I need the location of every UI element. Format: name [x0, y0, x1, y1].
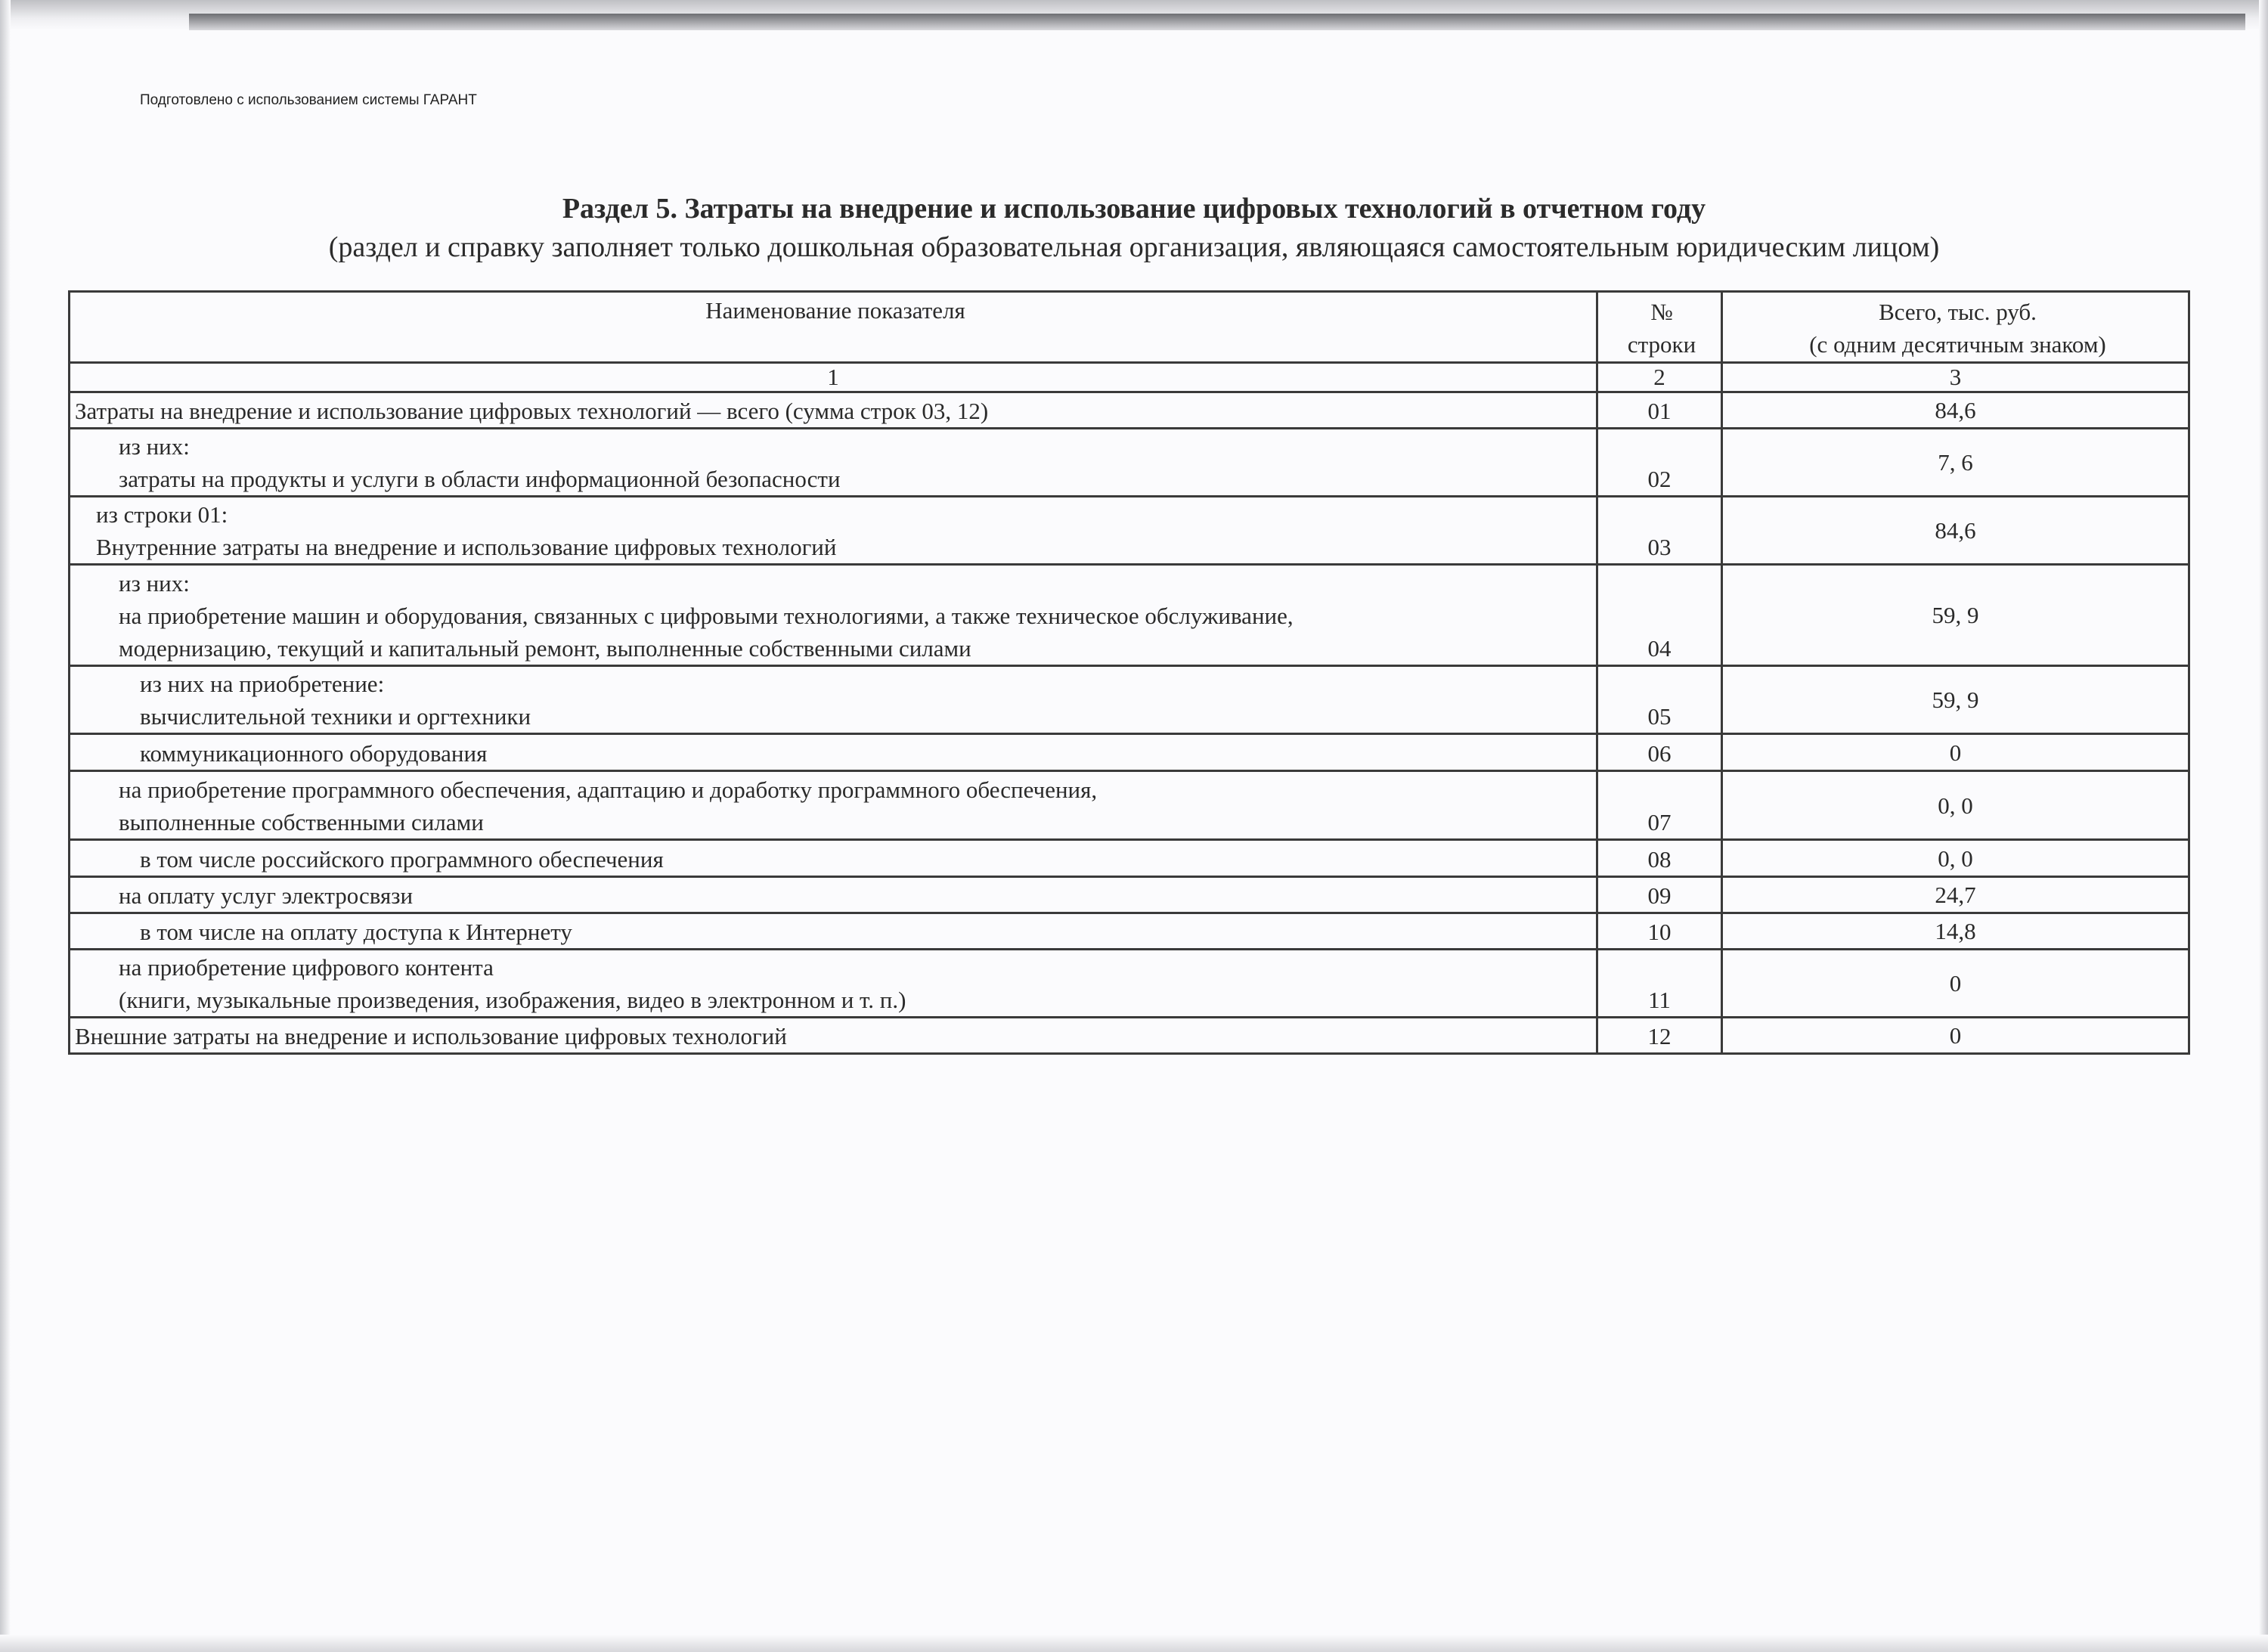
header-name: Наименование показателя — [70, 292, 1597, 363]
row-name-line: коммуникационного оборудования — [140, 740, 488, 767]
column-index-1: 1 — [70, 363, 1597, 392]
row-name-line: Затраты на внедрение и использование цифровых технологий — всего (сумма строк 03, 12) — [75, 398, 989, 424]
header-num-symbol: № — [1650, 299, 1673, 325]
table-row — [70, 840, 2189, 877]
section-title: Раздел 5. Затраты на внедрение и использование цифровых технологий в отчетном году — [562, 193, 1706, 225]
row-number: 03 — [1597, 497, 1722, 565]
row-value: 84,6 — [1722, 392, 2189, 429]
row-name-line: из них: — [119, 570, 190, 597]
row-name-line: на приобретение программного обеспечения, адаптацию и доработку программного обеспечения, — [119, 776, 1098, 803]
row-name-line: из них на приобретение: — [140, 671, 385, 697]
row-name — [70, 877, 1597, 913]
row-value: 24,7 — [1722, 877, 2189, 913]
header-total-note: (с одним десятичным знаком) — [1809, 331, 2106, 358]
table-row — [70, 771, 2189, 840]
row-value: 84,6 — [1722, 497, 2189, 565]
row-name — [70, 840, 1597, 877]
row-name — [70, 734, 1597, 771]
row-name-line: из строки 01: — [96, 501, 228, 528]
header-line-number — [1597, 292, 1722, 363]
table-row — [70, 950, 2189, 1018]
row-name-line: (книги, музыкальные произведения, изображения, видео в электронном и т. п.) — [119, 987, 906, 1013]
row-name — [70, 565, 1597, 666]
row-name-line: в том числе на оплату доступа к Интернету — [140, 919, 572, 945]
row-name-line: на оплату услуг электросвязи — [119, 882, 414, 909]
table-row — [70, 565, 2189, 666]
row-value: 0 — [1722, 1018, 2189, 1054]
row-name — [70, 913, 1597, 950]
row-value: 7, 6 — [1722, 429, 2189, 497]
row-name — [70, 950, 1597, 1018]
header-total-label: Всего, тыс. руб. — [1879, 299, 2037, 325]
costs-table — [68, 290, 2190, 1055]
row-name — [70, 497, 1597, 565]
row-name-line: на приобретение цифрового контента — [119, 954, 494, 981]
row-number: 04 — [1597, 565, 1722, 666]
table-row — [70, 734, 2189, 771]
row-number: 01 — [1597, 392, 1722, 429]
row-value: 59, 9 — [1722, 565, 2189, 666]
row-value: 0 — [1722, 950, 2189, 1018]
row-name-line: затраты на продукты и услуги в области информационной безопасности — [119, 466, 841, 492]
column-index-2: 2 — [1597, 363, 1722, 392]
column-index-3: 3 — [1722, 363, 2189, 392]
scan-shadow-top — [189, 14, 2245, 30]
scan-edge-bottom — [0, 1635, 2268, 1652]
row-number: 08 — [1597, 840, 1722, 877]
row-name-line: выполненные собственными силами — [119, 809, 484, 835]
header-total — [1722, 292, 2189, 363]
row-number: 11 — [1597, 950, 1722, 1018]
table-row — [70, 666, 2189, 734]
row-name-line: модернизацию, текущий и капитальный ремонт, выполненные собственными силами — [119, 635, 971, 662]
row-name-line: в том числе российского программного обеспечения — [140, 846, 664, 872]
row-number: 12 — [1597, 1018, 1722, 1054]
table-row — [70, 1018, 2189, 1054]
row-number: 05 — [1597, 666, 1722, 734]
table-row — [70, 497, 2189, 565]
row-name-line: из них: — [119, 433, 190, 460]
table-row — [70, 877, 2189, 913]
row-name — [70, 1018, 1597, 1054]
section-subtitle: (раздел и справку заполняет только дошкольная образовательная организация, являющаяся самостоятельным юридическим лицом) — [328, 231, 1940, 263]
header-num-label: строки — [1627, 331, 1696, 358]
row-number: 06 — [1597, 734, 1722, 771]
garant-watermark: Подготовлено с использованием системы ГАРАНТ — [140, 92, 477, 108]
row-name — [70, 392, 1597, 429]
row-name-line: на приобретение машин и оборудования, связанных с цифровыми технологиями, а также техническое обслуживание, — [119, 603, 1294, 629]
column-index-row — [70, 363, 2189, 392]
table-row — [70, 913, 2189, 950]
row-name — [70, 429, 1597, 497]
row-value: 0, 0 — [1722, 840, 2189, 877]
table-header-row — [70, 292, 2189, 363]
row-value: 0, 0 — [1722, 771, 2189, 840]
row-number: 02 — [1597, 429, 1722, 497]
row-value: 59, 9 — [1722, 666, 2189, 734]
row-value: 14,8 — [1722, 913, 2189, 950]
row-name-line: Внешние затраты на внедрение и использование цифровых технологий — [75, 1023, 787, 1049]
row-number: 10 — [1597, 913, 1722, 950]
row-number: 07 — [1597, 771, 1722, 840]
row-value: 0 — [1722, 734, 2189, 771]
row-name — [70, 771, 1597, 840]
row-name — [70, 666, 1597, 734]
row-name-line: вычислительной техники и оргтехники — [140, 703, 531, 730]
row-name-line: Внутренние затраты на внедрение и использование цифровых технологий — [96, 534, 837, 560]
row-number: 09 — [1597, 877, 1722, 913]
table-row — [70, 429, 2189, 497]
table-row — [70, 392, 2189, 429]
